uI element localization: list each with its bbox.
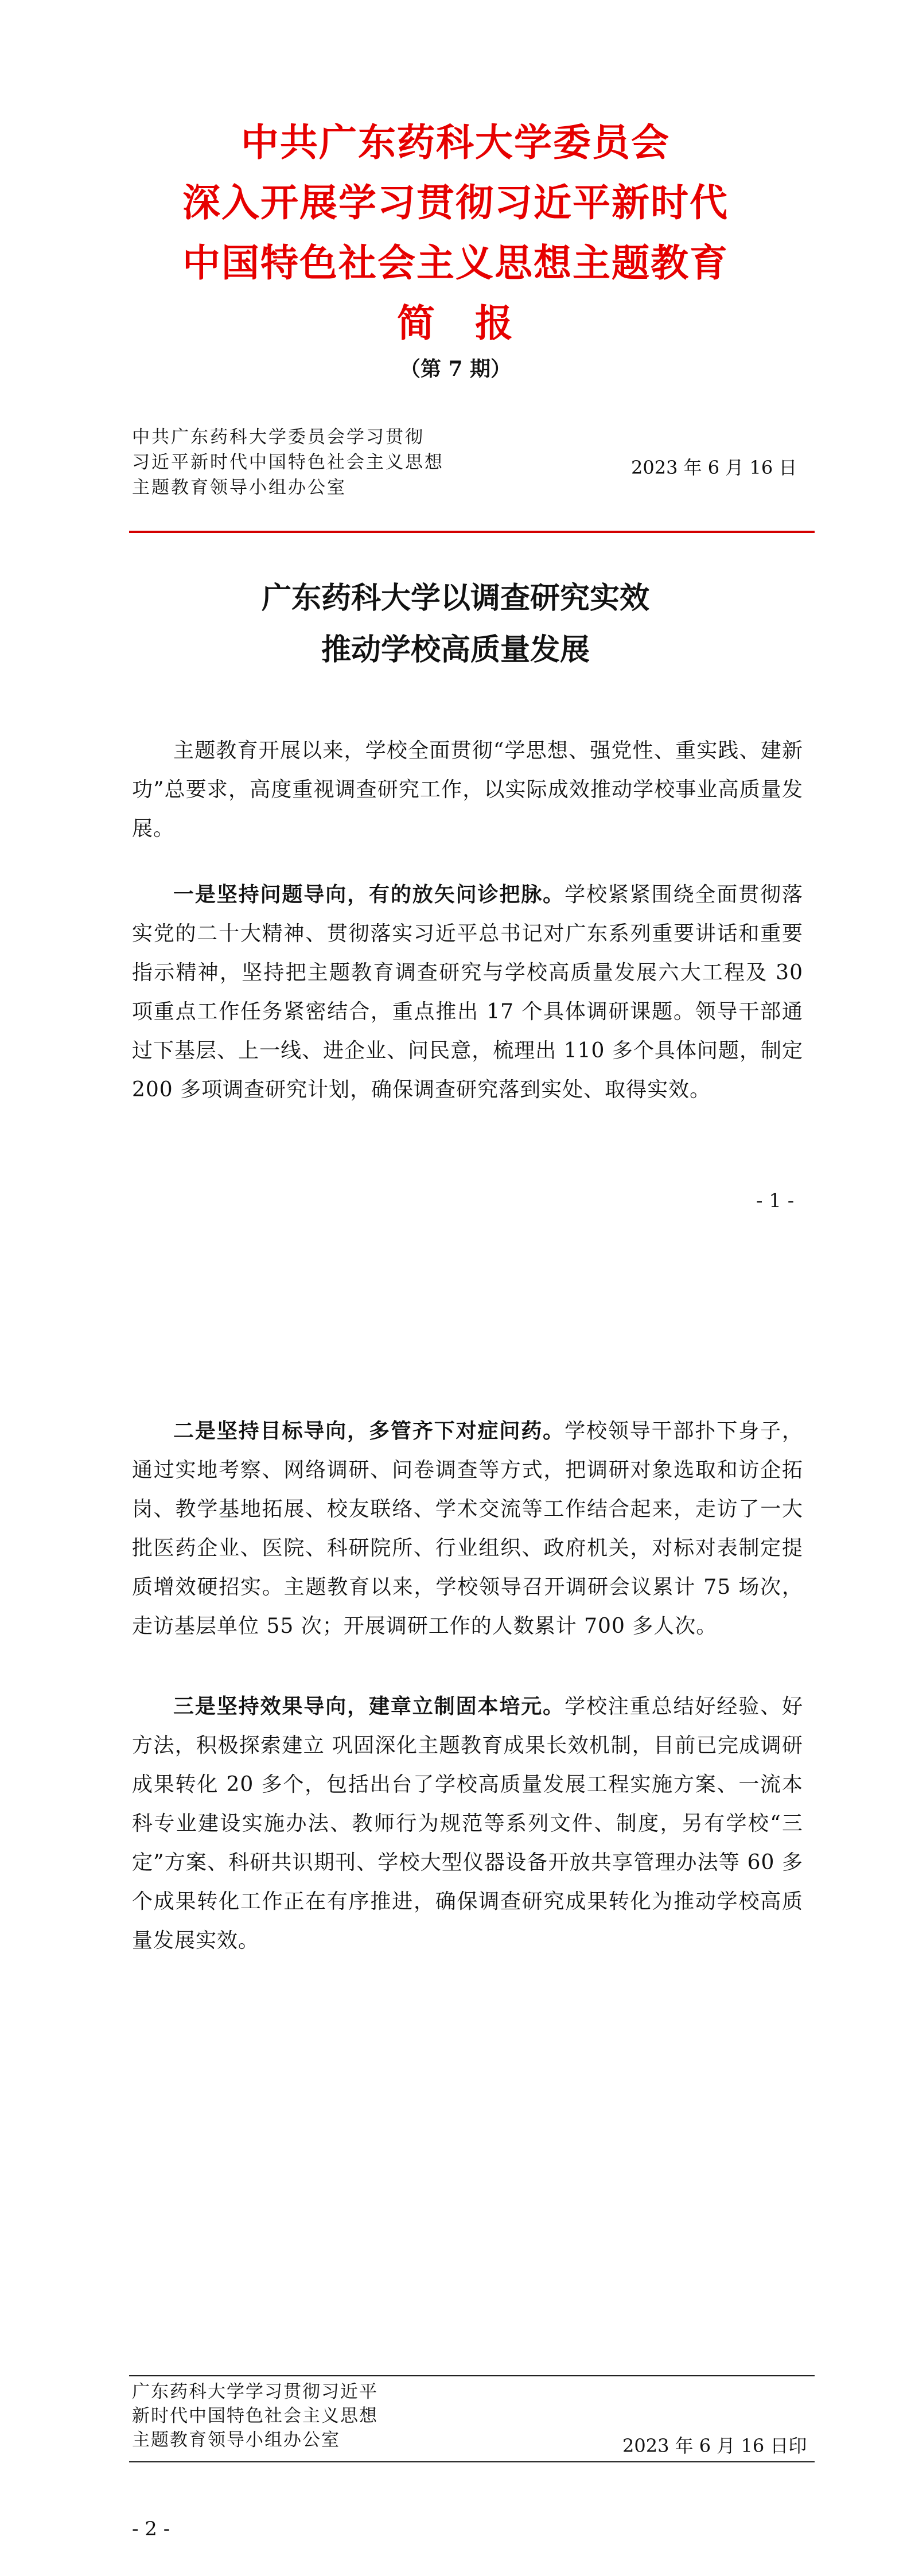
point-1-paragraph <box>132 875 803 1110</box>
point-3-lead: 三是坚持效果导向，建章立制固本培元。 <box>173 1694 565 1718</box>
article-title-line-1: 广东药科大学以调查研究实效 <box>261 581 649 616</box>
masthead-line-3: 中国特色社会主义思想主题教育 <box>182 240 729 285</box>
footer-office-line-1: 广东药科大学学习贯彻习近平 <box>132 2382 378 2402</box>
point-1-lead: 一是坚持问题导向，有的放矢问诊把脉。 <box>173 882 565 906</box>
issuing-office-line-2: 习近平新时代中国特色社会主义思想 <box>132 452 444 473</box>
issuing-office <box>132 425 534 500</box>
page-number-1: - 1 - <box>756 1189 795 1212</box>
point-1-text: 学校紧紧围绕全面贯彻落实党的二十大精神、贯彻落实习近平总书记对广东系列重要讲话和重要指示精神，坚持把主题教育调查研究与学校高质量发展六大工程及 30 项重点工作任务紧密结合，重点推出 17 个具体调研课题。领导干部通过下基层、上一线、进企业、问民意，梳理出 110 多个具体问题，制定 200 多项调查研究计划，确保调查研究落到实处、取得实效。 <box>132 883 803 1102</box>
point-3-text: 学校注重总结好经验、好方法，积极探索建立 巩固深化主题教育成果长效机制，目前已完成调研成果转化 20 多个，包括出台了学校高质量发展工程实施方案、一流本科专业建设实施办法、教师行为规范等系列文件、制度，另有学校“三定”方案、科研共识期刊、学校大型仪器设备开放共享管理办法等 60 多个成果转化工作正在有序推进，确保调查研究成果转化为推动学校高质量发展实效。 <box>132 1695 803 1952</box>
issue-date: 2023 年 6 月 16 日 <box>631 457 797 478</box>
page-number-2: - 2 - <box>132 2517 170 2540</box>
masthead-line-1: 中共广东药科大学委员会 <box>241 120 670 165</box>
point-3-paragraph <box>132 1687 803 1960</box>
footer-office-line-2: 新时代中国特色社会主义思想 <box>132 2406 378 2426</box>
footer-rule-bottom <box>129 2461 815 2462</box>
footer-office <box>132 2380 488 2452</box>
footer-office-line-3: 主题教育领导小组办公室 <box>132 2430 340 2450</box>
issuing-office-line-1: 中共广东药科大学委员会学习贯彻 <box>132 427 425 448</box>
point-2-paragraph <box>132 1411 803 1646</box>
print-date: 2023 年 6 月 16 日印 <box>622 2435 807 2457</box>
masthead-line-4: 简 报 <box>397 301 514 345</box>
article-title-line-2: 推动学校高质量发展 <box>321 632 590 667</box>
issue-number: （第 7 期） <box>399 357 512 381</box>
intro-paragraph: 主题教育开展以来，学校全面贯彻“学思想、强党性、重实践、建新功”总要求，高度重视调查研究工作，以实际成效推动学校事业高质量发展。 <box>132 739 803 840</box>
issuing-office-line-3: 主题教育领导小组办公室 <box>132 477 347 498</box>
masthead-line-2: 深入开展学习贯彻习近平新时代 <box>182 180 729 225</box>
point-2-text: 学校领导干部扑下身子，通过实地考察、网络调研、问卷调查等方式，把调研对象选取和访企拓岗、教学基地拓展、校友联络、学术交流等工作结合起来，走访了一大批医药企业、医院、科研院所、行业组织、政府机关，对标对表制定提质增效硬招实。主题教育以来，学校领导召开调研会议累计 75 场次，走访基层单位 55 次；开展调研工作的人数累计 700 多人次。 <box>132 1419 803 1638</box>
footer-rule-top <box>129 2375 815 2376</box>
point-2-lead: 二是坚持目标导向，多管齐下对症问药。 <box>173 1419 565 1443</box>
header-red-rule <box>129 531 815 533</box>
